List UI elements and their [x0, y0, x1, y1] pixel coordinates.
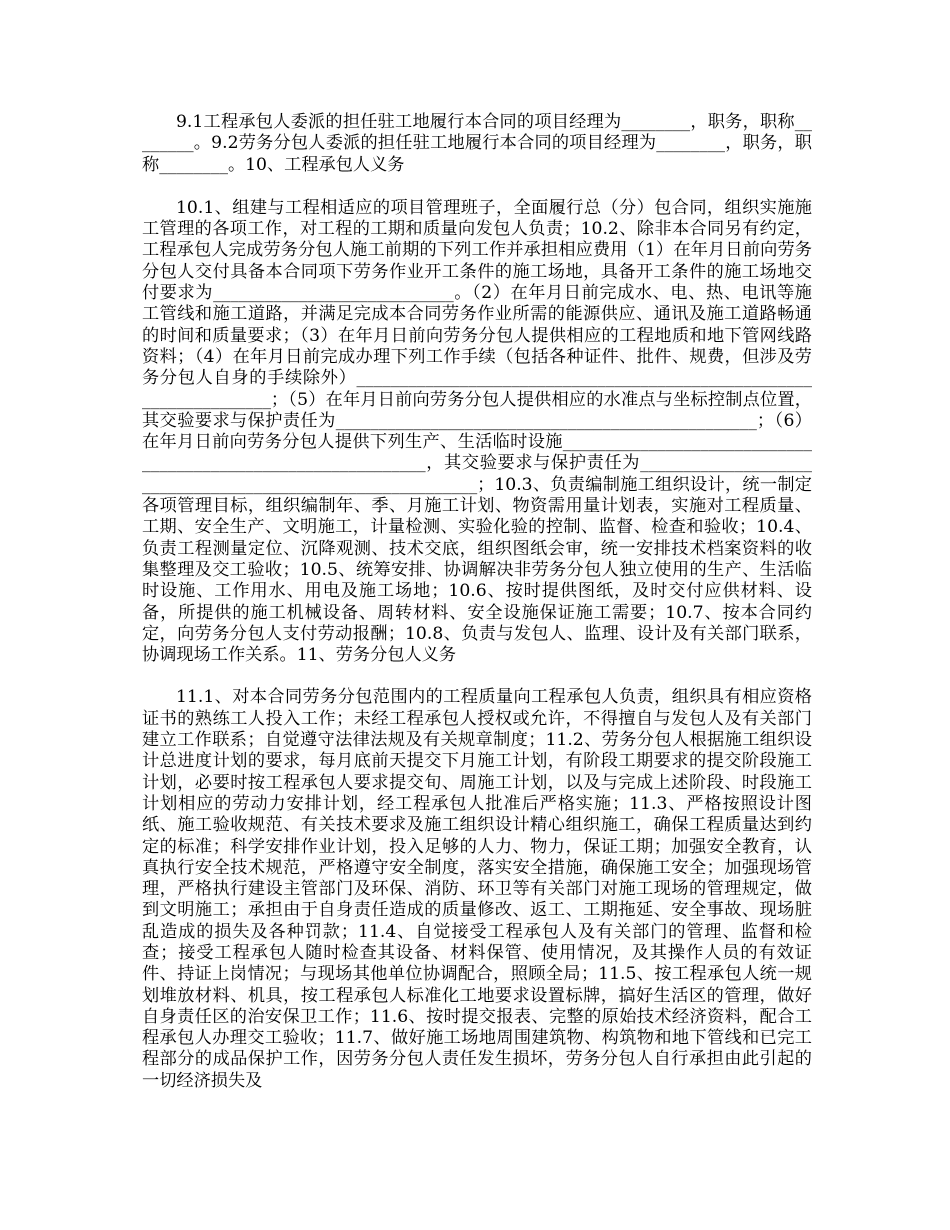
paragraph-10: 10.1、组建与工程相适应的项目管理班子，全面履行总（分）包合同，组织实施施工管理的各项工作，对工程的工期和质量向发包人负责；10.2、除非本合同另有约定，工程承包人完成劳务分包人施工前期的下列工作并承担相应费用（1）在年月日前向劳务分包人交付具备本合同项下劳务作业开工条件的施工场地，具备开工条件的施工场地交付要求为____________________________。（2）在年月日前完成水、电、热、电讯等施工管线和施工道路，并满足完成本合同劳务作业所需的能源供应、通讯及施工道路畅通的时间和质量要求；（3）在年月日前向劳务分包人提供相应的工程地质和地下管网线路资料；（4）在年月日前完成办理下列工作手续（包括各种证件、批件、规费，但涉及劳务分包人自身的手续除外）____________________________________________________________________；（5）在年月日前向劳务分包人提供相应的水准点与坐标控制点位置，其交验要求与保护责任为_________________________________________________；（6）在年月日前向劳务分包人提供下列生产、生活临时设施______________________________________________________________，其交验要求与保护责任为___________________________________________________________；10.3、负责编制施工组织设计，统一制定各项管理目标，组织编制年、季、月施工计划、物资需用量计划表，实施对工程质量、工期、安全生产、文明施工，计量检测、实验化验的控制、监督、检查和验收；10.4、负责工程测量定位、沉降观测、技术交底，组织图纸会审，统一安排技术档案资料的收集整理及交工验收；10.5、统筹安排、协调解决非劳务分包人独立使用的生产、生活临时设施、工作用水、用电及施工场地；10.6、按时提供图纸，及时交付应供材料、设备，所提供的施工机械设备、周转材料、安全设施保证施工需要；10.7、按本合同约定，向劳务分包人支付劳动报酬；10.8、负责与发包人、监理、设计及有关部门联系，协调现场工作关系。11、劳务分包人义务: [142, 197, 812, 666]
paragraph-11: 11.1、对本合同劳务分包范围内的工程质量向工程承包人负责，组织具有相应资格证书的熟练工人投入工作；未经工程承包人授权或允许，不得擅自与发包人及有关部门建立工作联系；自觉遵守法律法规及有关规章制度；11.2、劳务分包人根据施工组织设计总进度计划的要求，每月底前天提交下月施工计划，有阶段工期要求的提交阶段施工计划，必要时按工程承包人要求提交旬、周施工计划，以及与完成上述阶段、时段施工计划相应的劳动力安排计划，经工程承包人批准后严格实施；11.3、严格按照设计图纸、施工验收规范、有关技术要求及施工组织设计精心组织施工，确保工程质量达到约定的标准；科学安排作业计划，投入足够的人力、物力，保证工期；加强安全教育，认真执行安全技术规范，严格遵守安全制度，落实安全措施，确保施工安全；加强现场管理，严格执行建设主管部门及环保、消防、环卫等有关部门对施工现场的管理规定，做到文明施工；承担由于自身责任造成的质量修改、返工、工期拖延、安全事故、现场脏乱造成的损失及各种罚款；11.4、自觉接受工程承包人及有关部门的管理、监督和检查；接受工程承包人随时检查其设备、材料保管、使用情况，及其操作人员的有效证件、持证上岗情况；与现场其他单位协调配合，照顾全局；11.5、按工程承包人统一规划堆放材料、机具，按工程承包人标准化工地要求设置标牌，搞好生活区的管理，做好自身责任区的治安保卫工作；11.6、按时提交报表、完整的原始技术经济资料，配合工程承包人办理交工验收；11.7、做好施工场地周围建筑物、构筑物和地下管线和已完工程部分的成品保护工作，因劳务分包人责任发生损坏，劳务分包人自行承担由此引起的一切经济损失及: [142, 687, 812, 1091]
paragraph-9: 9.1工程承包人委派的担任驻工地履行本合同的项目经理为________，职务，职称________。9.2劳务分包人委派的担任驻工地履行本合同的项目经理为________，职务，职称________。10、工程承包人义务: [142, 112, 812, 175]
document-body: [142, 112, 812, 1092]
